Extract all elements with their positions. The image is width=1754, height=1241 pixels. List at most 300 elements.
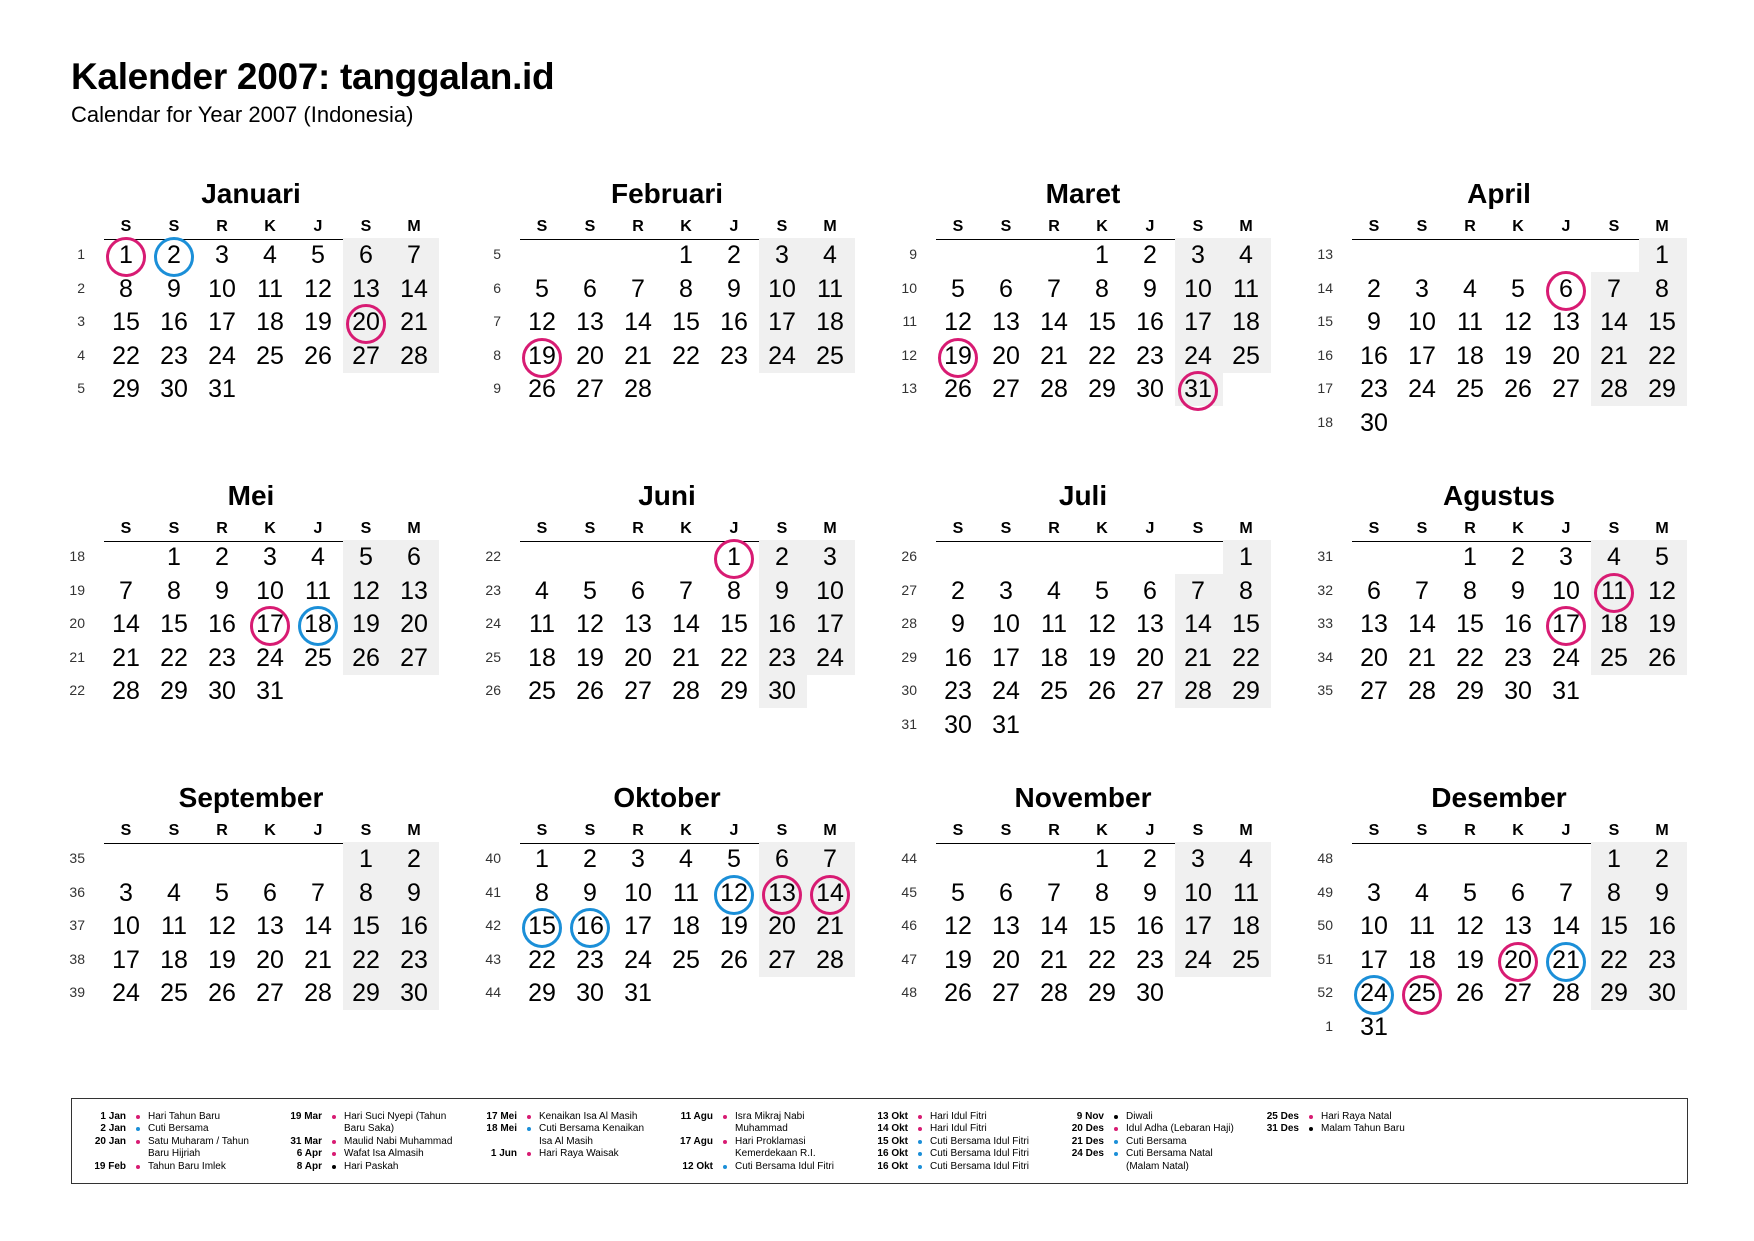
day-cell: 10	[1408, 308, 1436, 337]
legend-date: 2 Jan	[100, 1123, 126, 1135]
day-cell: 25	[816, 341, 844, 370]
legend-dot-icon	[1114, 1152, 1118, 1156]
day-cell: 25	[256, 341, 284, 370]
legend-dot-icon	[527, 1115, 531, 1119]
week-number: 31	[1317, 548, 1333, 564]
day-cell: 24	[256, 643, 284, 672]
day-cell: 11	[305, 576, 331, 605]
day-cell: 28	[112, 677, 140, 706]
month-juni	[487, 480, 867, 780]
week-number: 11	[902, 313, 917, 330]
day-cell: 27	[400, 643, 428, 672]
day-cell: 15	[528, 912, 556, 941]
month-desember	[1319, 782, 1699, 1082]
day-cell: 12	[208, 912, 236, 941]
legend-dot-icon	[527, 1127, 531, 1131]
week-number: 52	[1317, 984, 1333, 1001]
day-cell: 25	[1408, 979, 1436, 1008]
week-number: 20	[69, 615, 85, 632]
weekday-header: J	[1561, 218, 1571, 235]
week-number: 7	[493, 313, 501, 330]
day-cell: 21	[1040, 945, 1068, 974]
week-number: 44	[485, 984, 501, 1001]
weekday-header: S	[1368, 822, 1380, 839]
month-name-text: November	[1014, 782, 1152, 813]
day-cell: 12	[944, 912, 972, 941]
week-number: 26	[901, 548, 917, 564]
day-cell: 10	[816, 576, 844, 605]
weekday-header: S	[1416, 822, 1428, 839]
day-cell: 2	[1511, 543, 1525, 571]
day-cell: 2	[775, 543, 789, 571]
legend-description: Cuti Bersama	[148, 1123, 209, 1135]
month-maret	[903, 178, 1283, 478]
week-number: 22	[485, 548, 501, 564]
day-cell: 19	[576, 643, 604, 672]
day-cell: 2	[1367, 274, 1381, 303]
week-number: 22	[69, 682, 85, 699]
day-cell: 1	[535, 845, 549, 873]
month-name-text: Juni	[638, 480, 696, 511]
weekday-header: J	[1561, 822, 1571, 839]
weekday-header: S	[1000, 822, 1012, 839]
day-cell: 12	[352, 576, 380, 605]
day-cell: 9	[1143, 274, 1157, 303]
day-cell: 16	[576, 912, 604, 941]
legend-dot-icon	[723, 1140, 727, 1144]
day-cell: 11	[673, 878, 699, 907]
day-cell: 4	[1607, 543, 1621, 571]
legend-description: Cuti Bersama Idul Fitri	[930, 1160, 1029, 1172]
weekday-header: S	[776, 520, 788, 537]
day-cell: 6	[1559, 274, 1573, 303]
day-cell: 8	[1655, 274, 1669, 303]
page-title: Kalender 2007: tanggalan.id	[71, 56, 555, 97]
day-cell: 27	[256, 979, 284, 1008]
weekday-header: M	[1239, 822, 1253, 839]
day-cell: 27	[992, 979, 1020, 1008]
day-cell: 2	[583, 845, 597, 873]
weekday-header-rule	[936, 541, 1268, 542]
day-cell: 12	[720, 878, 748, 907]
day-cell: 8	[359, 878, 373, 907]
day-cell: 26	[304, 341, 332, 370]
day-cell: 24	[1184, 341, 1212, 370]
day-cell: 7	[1559, 878, 1573, 907]
day-cell: 25	[528, 677, 556, 706]
day-cell: 3	[263, 543, 277, 571]
day-cell: 1	[679, 241, 693, 269]
day-cell: 20	[992, 341, 1020, 370]
day-cell: 17	[624, 912, 652, 941]
day-cell: 20	[256, 945, 284, 974]
weekday-header: M	[1655, 520, 1669, 537]
day-cell: 24	[1552, 643, 1580, 672]
day-cell: 22	[1232, 643, 1260, 672]
day-cell: 5	[311, 241, 325, 269]
legend-description: Hari Paskah	[344, 1160, 399, 1172]
week-number: 31	[901, 716, 917, 732]
day-cell: 25	[1232, 341, 1260, 370]
day-cell: 24	[992, 677, 1020, 706]
weekday-header: S	[584, 218, 596, 235]
day-cell: 15	[720, 610, 748, 639]
day-cell: 3	[1415, 274, 1429, 303]
weekday-header: S	[1368, 520, 1380, 537]
day-cell: 26	[1456, 979, 1484, 1008]
day-cell: 23	[1136, 341, 1164, 370]
day-cell: 27	[1360, 677, 1388, 706]
day-cell: 20	[768, 912, 796, 941]
month-september	[71, 782, 451, 1082]
day-cell: 22	[160, 643, 188, 672]
day-cell: 4	[263, 241, 277, 269]
day-cell: 20	[1136, 643, 1164, 672]
week-number: 50	[1317, 917, 1333, 934]
day-cell: 5	[215, 878, 229, 907]
day-cell: 11	[1409, 912, 1435, 941]
legend-description: Cuti Bersama	[1126, 1135, 1187, 1147]
day-cell: 19	[944, 945, 972, 974]
day-cell: 20	[352, 308, 380, 337]
day-cell: 13	[576, 308, 604, 337]
day-cell: 9	[583, 878, 597, 907]
day-cell: 26	[352, 643, 380, 672]
day-cell: 10	[768, 274, 796, 303]
day-cell: 21	[1184, 643, 1212, 672]
week-number: 32	[1317, 581, 1333, 598]
week-number: 9	[909, 246, 917, 262]
day-cell: 5	[535, 274, 549, 303]
day-cell: 9	[1143, 878, 1157, 907]
day-cell: 21	[304, 945, 332, 974]
day-cell: 5	[1655, 543, 1669, 571]
day-cell: 10	[992, 610, 1020, 639]
day-cell: 20	[1552, 341, 1580, 370]
day-cell: 19	[304, 308, 332, 337]
legend-description: Malam Tahun Baru	[1321, 1123, 1405, 1135]
weekday-header: S	[952, 822, 964, 839]
week-number: 34	[1317, 648, 1333, 665]
day-cell: 29	[352, 979, 380, 1008]
day-cell: 3	[823, 543, 837, 571]
day-cell: 8	[1095, 274, 1109, 303]
day-cell: 7	[119, 576, 133, 605]
legend-date: 15 Okt	[877, 1135, 908, 1147]
day-cell: 21	[1552, 945, 1580, 974]
legend-dot-icon	[1309, 1127, 1313, 1131]
day-cell: 24	[768, 341, 796, 370]
day-cell: 7	[1415, 576, 1429, 605]
weekday-header: S	[1416, 520, 1428, 537]
day-cell: 13	[1136, 610, 1164, 639]
day-cell: 3	[215, 241, 229, 269]
day-cell: 8	[167, 576, 181, 605]
legend-dot-icon	[918, 1140, 922, 1144]
day-cell: 5	[1463, 878, 1477, 907]
weekday-header: S	[776, 218, 788, 235]
weekday-header: J	[1561, 520, 1571, 537]
day-cell: 15	[352, 912, 380, 941]
day-cell: 6	[999, 274, 1013, 303]
day-cell: 13	[768, 878, 796, 907]
day-cell: 4	[1463, 274, 1477, 303]
day-cell: 23	[576, 945, 604, 974]
day-cell: 26	[944, 375, 972, 404]
day-cell: 13	[1552, 308, 1580, 337]
legend-description: Cuti Bersama Idul Fitri	[930, 1148, 1029, 1160]
day-cell: 15	[160, 610, 188, 639]
day-cell: 28	[304, 979, 332, 1008]
weekday-header: R	[632, 822, 644, 839]
legend-date: 19 Feb	[94, 1160, 126, 1172]
week-number: 36	[69, 883, 85, 900]
month-mei	[71, 480, 451, 780]
legend-date: 6 Apr	[296, 1148, 322, 1160]
month-name-text: Mei	[227, 480, 275, 511]
legend-date: 17 Mei	[486, 1111, 517, 1122]
day-cell: 22	[352, 945, 380, 974]
day-cell: 16	[1648, 912, 1676, 941]
weekday-header-rule	[1352, 239, 1684, 240]
day-cell: 28	[1040, 375, 1068, 404]
weekday-header: K	[1512, 520, 1524, 537]
day-cell: 2	[407, 845, 421, 873]
week-number: 47	[901, 950, 917, 967]
day-cell: 4	[311, 543, 325, 571]
day-cell: 24	[208, 341, 236, 370]
day-cell: 4	[1415, 878, 1429, 907]
day-cell: 15	[672, 308, 700, 337]
month-februari	[487, 178, 867, 478]
day-cell: 28	[624, 375, 652, 404]
legend-description: Hari Tahun Baru	[148, 1111, 221, 1122]
weekday-header: K	[680, 218, 692, 235]
weekday-header: K	[1096, 218, 1108, 235]
day-cell: 7	[407, 241, 421, 269]
day-cell: 23	[1504, 643, 1532, 672]
month-januari	[71, 178, 451, 478]
day-cell: 12	[1088, 610, 1116, 639]
week-number: 35	[1317, 682, 1333, 699]
day-cell: 12	[1648, 576, 1676, 605]
day-cell: 21	[1408, 643, 1436, 672]
week-number: 1	[1325, 1018, 1333, 1034]
weekday-header: M	[407, 520, 421, 537]
weekday-header: R	[1048, 218, 1060, 235]
day-cell: 5	[1511, 274, 1525, 303]
weekday-header: S	[120, 218, 132, 235]
week-number: 24	[485, 615, 501, 632]
weekday-header: K	[1096, 822, 1108, 839]
weekday-header: J	[729, 520, 739, 537]
day-cell: 11	[257, 274, 283, 303]
day-cell: 20	[1360, 643, 1388, 672]
day-cell: 8	[1095, 878, 1109, 907]
day-cell: 18	[1232, 308, 1260, 337]
day-cell: 9	[727, 274, 741, 303]
legend-date: 1 Jan	[100, 1111, 126, 1122]
week-number: 18	[69, 548, 85, 564]
legend-description: Hari Proklamasi	[735, 1135, 806, 1147]
day-cell: 30	[400, 979, 428, 1008]
day-cell: 5	[359, 543, 373, 571]
day-cell: 10	[1184, 274, 1212, 303]
day-cell: 18	[304, 610, 332, 639]
weekday-header: S	[584, 520, 596, 537]
weekday-header: R	[1464, 822, 1476, 839]
day-cell: 15	[1600, 912, 1628, 941]
day-cell: 6	[583, 274, 597, 303]
day-cell: 26	[1648, 643, 1676, 672]
legend-description: Idul Adha (Lebaran Haji)	[1126, 1123, 1234, 1135]
weekday-header: S	[360, 218, 372, 235]
day-cell: 16	[720, 308, 748, 337]
weekday-header: R	[216, 822, 228, 839]
legend-date: 21 Des	[1071, 1135, 1104, 1147]
day-cell: 17	[768, 308, 796, 337]
day-cell: 4	[535, 576, 549, 605]
day-cell: 23	[944, 677, 972, 706]
weekday-header: S	[1192, 520, 1204, 537]
day-cell: 24	[1184, 945, 1212, 974]
day-cell: 1	[1095, 241, 1109, 269]
legend-dot-icon	[332, 1115, 336, 1119]
day-cell: 17	[992, 643, 1020, 672]
day-cell: 26	[1504, 375, 1532, 404]
day-cell: 3	[775, 241, 789, 269]
page-subtitle: Calendar for Year 2007 (Indonesia)	[71, 102, 414, 127]
week-number: 14	[1317, 279, 1333, 296]
legend-dot-icon	[332, 1152, 336, 1156]
legend-date: 9 Nov	[1076, 1111, 1104, 1122]
day-cell: 29	[1088, 375, 1116, 404]
week-number: 12	[901, 346, 917, 363]
legend-dot-icon	[136, 1140, 140, 1144]
day-cell: 8	[1607, 878, 1621, 907]
week-number: 28	[901, 615, 917, 632]
day-cell: 11	[1041, 610, 1067, 639]
week-number: 4	[77, 346, 85, 363]
weekday-header: S	[536, 218, 548, 235]
day-cell: 15	[1648, 308, 1676, 337]
day-cell: 30	[208, 677, 236, 706]
day-cell: 18	[256, 308, 284, 337]
week-number: 9	[493, 380, 501, 397]
day-cell: 14	[816, 878, 844, 907]
day-cell: 23	[1648, 945, 1676, 974]
day-cell: 25	[1232, 945, 1260, 974]
day-cell: 30	[1136, 375, 1164, 404]
day-cell: 4	[679, 845, 693, 873]
day-cell: 17	[256, 610, 284, 639]
day-cell: 22	[672, 341, 700, 370]
day-cell: 1	[727, 543, 741, 571]
weekday-header: M	[823, 520, 837, 537]
month-april	[1319, 178, 1699, 478]
day-cell: 16	[1136, 912, 1164, 941]
day-cell: 7	[679, 576, 693, 605]
week-number: 30	[901, 682, 917, 699]
day-cell: 23	[400, 945, 428, 974]
day-cell: 4	[1239, 241, 1253, 269]
day-cell: 24	[112, 979, 140, 1008]
weekday-header: S	[120, 822, 132, 839]
day-cell: 29	[528, 979, 556, 1008]
day-cell: 13	[624, 610, 652, 639]
day-cell: 11	[1457, 308, 1483, 337]
day-cell: 18	[1232, 912, 1260, 941]
weekday-header: J	[729, 822, 739, 839]
day-cell: 17	[1360, 945, 1388, 974]
day-cell: 26	[528, 375, 556, 404]
week-number: 5	[493, 246, 501, 262]
month-name-text: Maret	[1045, 178, 1121, 209]
day-cell: 17	[1552, 610, 1580, 639]
day-cell: 9	[215, 576, 229, 605]
weekday-header: J	[313, 520, 323, 537]
week-number: 49	[1317, 883, 1333, 900]
day-cell: 11	[1233, 274, 1259, 303]
week-number: 2	[77, 279, 85, 296]
week-number: 45	[901, 883, 917, 900]
day-cell: 17	[1184, 308, 1212, 337]
day-cell: 9	[1367, 308, 1381, 337]
day-cell: 29	[1088, 979, 1116, 1008]
day-cell: 23	[208, 643, 236, 672]
day-cell: 7	[1047, 274, 1061, 303]
weekday-header: M	[823, 822, 837, 839]
day-cell: 20	[576, 341, 604, 370]
day-cell: 26	[576, 677, 604, 706]
day-cell: 28	[672, 677, 700, 706]
day-cell: 5	[951, 878, 965, 907]
day-cell: 7	[631, 274, 645, 303]
weekday-header: S	[1608, 218, 1620, 235]
day-cell: 22	[1648, 341, 1676, 370]
month-name-text: Desember	[1431, 782, 1567, 813]
month-november	[903, 782, 1283, 1082]
weekday-header: J	[1145, 822, 1155, 839]
legend-dot-icon	[527, 1152, 531, 1156]
day-cell: 23	[720, 341, 748, 370]
day-cell: 14	[624, 308, 652, 337]
legend-description: Isra Mikraj Nabi	[735, 1111, 805, 1122]
day-cell: 5	[727, 845, 741, 873]
weekday-header: M	[407, 822, 421, 839]
legend-description: Kemerdekaan R.I.	[735, 1148, 816, 1160]
weekday-header: K	[264, 822, 276, 839]
day-cell: 14	[1184, 610, 1212, 639]
legend-dot-icon	[136, 1127, 140, 1131]
legend-description: Hari Raya Natal	[1321, 1111, 1392, 1122]
day-cell: 3	[1191, 241, 1205, 269]
weekday-header: J	[313, 822, 323, 839]
legend-description: Hari Idul Fitri	[930, 1111, 987, 1122]
day-cell: 6	[631, 576, 645, 605]
week-number: 16	[1317, 346, 1333, 363]
day-cell: 17	[1184, 912, 1212, 941]
week-number: 43	[485, 950, 501, 967]
week-number: 42	[485, 917, 501, 934]
legend-description: Isa Al Masih	[539, 1135, 593, 1147]
day-cell: 21	[816, 912, 844, 941]
legend-dot-icon	[918, 1127, 922, 1131]
day-cell: 18	[672, 912, 700, 941]
weekday-header: R	[1464, 520, 1476, 537]
legend-dot-icon	[136, 1165, 140, 1169]
day-cell: 9	[167, 274, 181, 303]
